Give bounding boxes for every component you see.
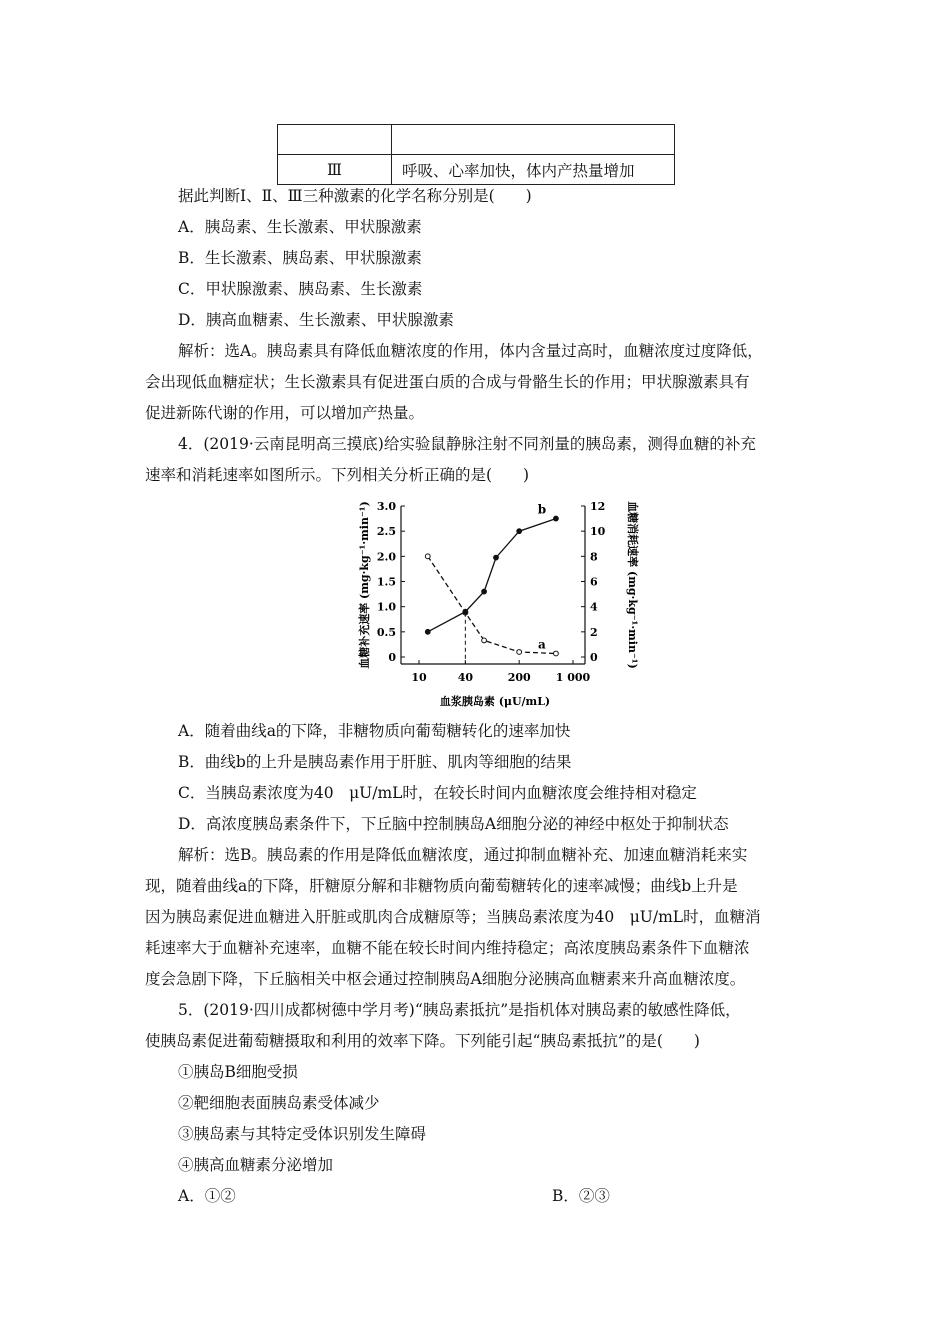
q3-analysis-line: 解析：选A。胰岛素具有降低血糖浓度的作用，体内含量过高时，血糖浓度过度降低， — [178, 342, 763, 360]
q3-option-c: C．甲状腺激素、胰岛素、生长激素 — [178, 280, 423, 298]
q4-option-c: C．当胰岛素浓度为40 μU/mL时，在较长时间内血糖浓度会维持相对稳定 — [178, 784, 697, 802]
q4-analysis-line: 耗速率大于血糖补充速率，血糖不能在较长时间内维持稳定；高浓度胰岛素条件下血糖浓 — [145, 939, 750, 957]
q5-option-a: A．①② — [178, 1187, 236, 1205]
series-a-label: a — [538, 637, 546, 652]
series-b-label: b — [537, 502, 547, 517]
series-a-point — [517, 650, 522, 655]
q4-option-d: D．高浓度胰岛素条件下，下丘脑中控制胰岛A细胞分泌的神经中枢处于抑制状态 — [178, 815, 729, 833]
left-y-tick-label: 1.5 — [376, 575, 396, 589]
q3-stem: 据此判断Ⅰ、Ⅱ、Ⅲ三种激素的化学名称分别是( ) — [178, 187, 532, 205]
insulin-chart — [355, 494, 640, 712]
series-b-point — [554, 516, 559, 521]
left-y-tick-label: 2.5 — [376, 525, 396, 539]
left-y-tick-label: 0.5 — [376, 625, 396, 639]
right-y-tick-label: 6 — [590, 575, 598, 589]
hormone-table — [277, 124, 675, 185]
q3-option-d: D．胰高血糖素、生长激素、甲状腺激素 — [178, 311, 454, 329]
right-y-tick-label: 2 — [590, 625, 598, 639]
series-b-point — [463, 609, 468, 614]
series-b-point — [482, 589, 487, 594]
left-y-tick-label: 1.0 — [376, 600, 396, 614]
hormone-effect-cell — [392, 125, 675, 155]
q5-stem-line: 使胰岛素促进葡萄糖摄取和利用的效率下降。下列能引起“胰岛素抵抗”的是( ) — [145, 1032, 700, 1050]
q4-option-a: A．随着曲线a的下降，非糖物质向葡萄糖转化的速率加快 — [178, 722, 571, 740]
right-y-tick-label: 0 — [590, 651, 598, 664]
series-a-point — [482, 638, 487, 643]
hormone-effect-cell: 呼吸、心率加快，体内产热量增加 — [392, 155, 675, 185]
q5-item: ④胰高血糖素分泌增加 — [178, 1156, 334, 1174]
q4-stem-line: 4．(2019·云南昆明高三摸底)给实验鼠静脉注射不同剂量的胰岛素，测得血糖的补充 — [178, 435, 756, 453]
q4-stem-line: 速率和消耗速率如图所示。下列相关分析正确的是( ) — [145, 466, 530, 484]
q5-item: ③胰岛素与其特定受体识别发生障碍 — [178, 1125, 427, 1143]
q4-analysis-line: 现，随着曲线a的下降，肝糖原分解和非糖物质向葡萄糖转化的速率减慢；曲线b上升是 — [145, 877, 738, 895]
x-tick-label: 10 — [411, 671, 427, 684]
x-tick-label: 200 — [507, 671, 531, 684]
right-y-tick-label: 4 — [590, 600, 598, 614]
series-b-point — [425, 629, 430, 634]
x-tick-label: 1 000 — [555, 671, 591, 684]
q3-option-a: A．胰岛素、生长激素、甲状腺激素 — [178, 218, 422, 236]
series-a-point — [554, 651, 559, 656]
q4-analysis-line: 度会急剧下降，下丘脑相关中枢会通过控制胰岛A细胞分泌胰高血糖素来升高血糖浓度。 — [145, 970, 746, 988]
series-b-line — [428, 519, 556, 632]
hormone-name-cell: Ⅲ — [278, 155, 392, 185]
series-b-point — [494, 555, 499, 560]
q3-analysis-line: 促进新陈代谢的作用，可以增加产热量。 — [145, 404, 425, 422]
right-y-tick-label: 12 — [590, 500, 606, 513]
q3-option-b: B．生长激素、胰岛素、甲状腺激素 — [178, 249, 422, 267]
right-y-tick-label: 8 — [590, 550, 598, 564]
x-axis-label: 血浆胰岛素 (μU/mL) — [439, 695, 551, 708]
left-y-tick-label: 3.0 — [376, 500, 396, 513]
series-b-point — [517, 529, 522, 534]
q4-analysis-line: 因为胰岛素促进血糖进入肝脏或肌肉合成糖原等；当胰岛素浓度为40 μU/mL时，血糖消 — [145, 908, 761, 926]
q5-item: ①胰岛B细胞受损 — [178, 1063, 298, 1081]
q4-option-b: B．曲线b的上升是胰岛素作用于肝脏、肌肉等细胞的结果 — [178, 753, 572, 771]
q5-item: ②靶细胞表面胰岛素受体减少 — [178, 1094, 380, 1112]
left-y-tick-label: 0 — [388, 651, 396, 664]
q3-analysis-line: 会出现低血糖症状；生长激素具有促进蛋白质的合成与骨骼生长的作用；甲状腺激素具有 — [145, 373, 750, 391]
q4-analysis-line: 解析：选B。胰岛素的作用是降低血糖浓度，通过抑制血糖补充、加速血糖消耗来实 — [178, 846, 748, 864]
q5-stem-line: 5．(2019·四川成都树德中学月考)“胰岛素抵抗”是指机体对胰岛素的敏感性降低， — [178, 1001, 741, 1019]
x-tick-label: 40 — [457, 671, 474, 684]
left-y-label: 血糖补充速率 (mg·kg⁻¹·min⁻¹) — [358, 501, 371, 669]
hormone-name-cell — [278, 125, 392, 155]
left-y-tick-label: 2.0 — [376, 550, 396, 564]
chart-axes — [401, 506, 585, 664]
right-y-tick-label: 10 — [590, 525, 606, 539]
series-a-point — [425, 554, 430, 559]
table-row — [278, 155, 675, 185]
table-row — [278, 125, 675, 155]
right-y-label: 血糖消耗速率 (mg·kg⁻¹·min⁻¹) — [626, 501, 639, 669]
q5-option-b: B．②③ — [552, 1187, 610, 1205]
